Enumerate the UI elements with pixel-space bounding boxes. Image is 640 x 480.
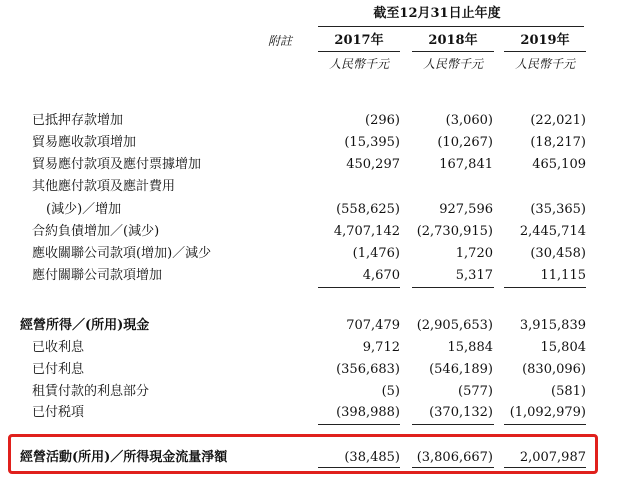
- cell-2017: 450,297: [346, 157, 400, 172]
- cell-2018: (370,132): [429, 405, 493, 420]
- period-title: 截至12月31日止年度: [373, 6, 501, 21]
- cell-2019: 2,007,987: [519, 450, 586, 465]
- row-label: 應付關聯公司款項增加: [32, 268, 163, 283]
- row-label: 已付利息: [32, 362, 85, 377]
- cell-2017: (38,485): [344, 450, 400, 465]
- cell-2018: (3,806,667): [416, 450, 493, 465]
- cell-2018: (10,267): [437, 135, 493, 150]
- cell-2019: (830,096): [522, 362, 586, 377]
- cell-2019: (22,021): [530, 113, 586, 128]
- block1-rule-2017: [318, 287, 400, 288]
- note-column-label: 附註: [268, 34, 293, 48]
- cell-2018: (2,905,653): [416, 318, 493, 333]
- cell-2017: 9,712: [362, 340, 400, 355]
- cell-2019: 3,915,839: [519, 318, 586, 333]
- block2-rule-2017: [318, 424, 400, 425]
- cell-2017: 4,707,142: [333, 224, 400, 239]
- row-label: 已付税項: [32, 405, 85, 420]
- block1-rule-2018: [412, 287, 494, 288]
- year-header-2019: 2019年: [520, 33, 570, 48]
- cell-2019: (35,365): [530, 202, 586, 217]
- row-label: (減少)／增加: [46, 202, 122, 217]
- cell-2018: 1,720: [455, 246, 493, 261]
- cell-2017: (1,476): [352, 246, 400, 261]
- year-header-2017: 2017年: [334, 33, 384, 48]
- row-label: 其他應付款項及應計費用: [32, 179, 176, 194]
- block2-rule-2019: [504, 424, 586, 425]
- cell-2019: 15,804: [540, 340, 586, 355]
- cell-2019: 2,445,714: [519, 224, 586, 239]
- cell-2018: (2,730,915): [416, 224, 493, 239]
- cell-2017: 707,479: [346, 318, 400, 333]
- row-label: 已收利息: [32, 340, 85, 355]
- year-rule-2017: [318, 51, 400, 52]
- total-underline-2018: [412, 467, 494, 468]
- cell-2017: (296): [365, 113, 400, 128]
- cell-2017: (5): [381, 384, 400, 399]
- cell-2019: (581): [551, 384, 586, 399]
- total-label: 經營活動(所用)／所得現金流量淨額: [20, 450, 228, 465]
- cell-2017: (398,988): [336, 405, 400, 420]
- unit-label-2019: 人民幣千元: [514, 57, 575, 71]
- unit-label-2017: 人民幣千元: [328, 57, 389, 71]
- cell-2018: 15,884: [447, 340, 493, 355]
- year-header-2018: 2018年: [428, 33, 478, 48]
- unit-label-2018: 人民幣千元: [422, 57, 483, 71]
- row-label: 租賃付款的利息部分: [32, 384, 150, 399]
- row-label: 應收關聯公司款項(增加)／減少: [32, 246, 212, 261]
- cell-2019: (18,217): [530, 135, 586, 150]
- cell-2018: 167,841: [439, 157, 493, 172]
- period-rule: [318, 26, 584, 27]
- total-underline-2019: [504, 467, 586, 468]
- cell-2017: (356,683): [336, 362, 400, 377]
- cell-2018: (577): [458, 384, 493, 399]
- cell-2019: (1,092,979): [509, 405, 586, 420]
- row-label: 合約負債增加／(減少): [32, 224, 160, 239]
- row-label: 已抵押存款增加: [32, 113, 124, 128]
- year-rule-2018: [412, 51, 494, 52]
- subtotal-label: 經營所得／(所用)現金: [20, 318, 150, 333]
- cell-2018: (546,189): [429, 362, 493, 377]
- total-underline-2017: [318, 467, 400, 468]
- cell-2019: 465,109: [532, 157, 586, 172]
- year-rule-2019: [504, 51, 586, 52]
- cell-2018: (3,060): [445, 113, 493, 128]
- cell-2018: 927,596: [439, 202, 493, 217]
- row-label: 貿易應收款項增加: [32, 135, 137, 150]
- cell-2019: 11,115: [540, 268, 586, 283]
- cell-2019: (30,458): [530, 246, 586, 261]
- cell-2017: (15,395): [344, 135, 400, 150]
- row-label: 貿易應付款項及應付票據增加: [32, 157, 202, 172]
- block2-rule-2018: [412, 424, 494, 425]
- cell-2018: 5,317: [455, 268, 493, 283]
- block1-rule-2019: [504, 287, 586, 288]
- cell-2017: (558,625): [336, 202, 400, 217]
- cell-2017: 4,670: [362, 268, 400, 283]
